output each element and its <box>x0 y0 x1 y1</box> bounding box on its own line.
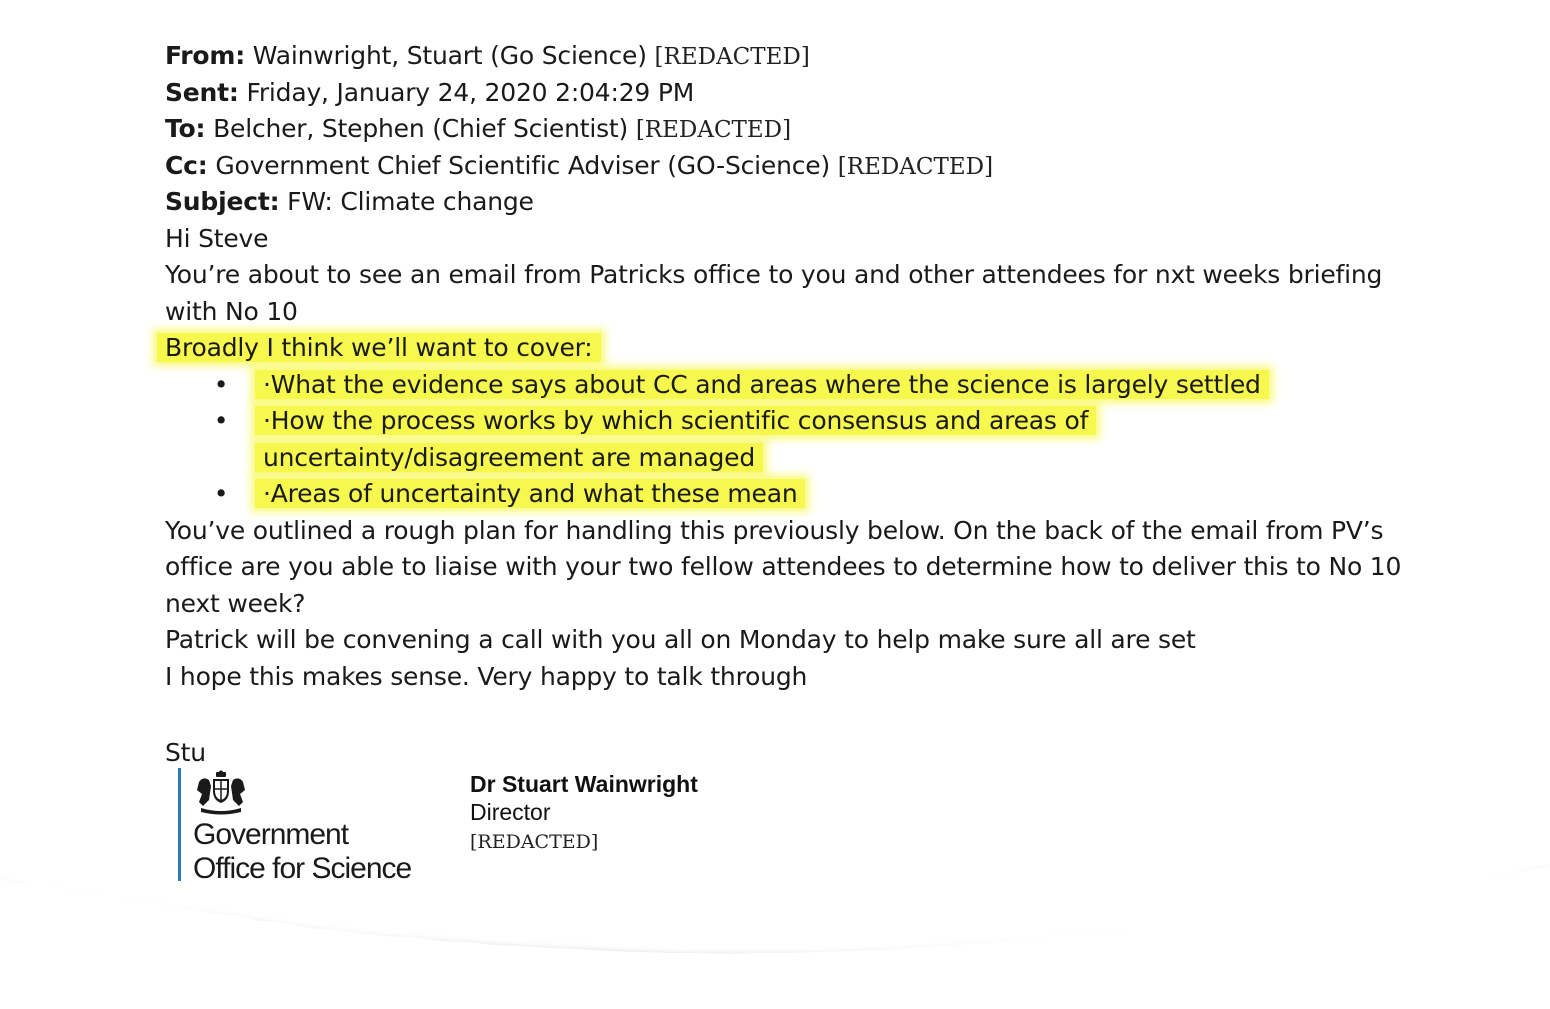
bullet-dot: • <box>213 406 229 435</box>
intro-line <box>165 330 1425 367</box>
signature-rule <box>178 768 181 881</box>
from-redacted: [REDACTED] <box>654 44 810 70</box>
from-label: From: <box>165 41 246 70</box>
greeting: Hi Steve <box>165 223 269 253</box>
cc-label: Cc: <box>165 150 208 180</box>
subject-value: FW: Climate change <box>287 187 534 216</box>
bullet-text: ·How the process works by which scientific consensus and areas of <box>255 406 1096 435</box>
to-redacted: [REDACTED] <box>635 117 792 143</box>
paragraph-1-line-1: You’re about to see an email from Patricks office to you and other attendees for nxt weeks briefing <box>165 260 1383 289</box>
cc-line <box>165 148 1425 185</box>
bullet-text: ·What the evidence says about CC and areas where the science is largely settled <box>255 370 1269 399</box>
cc-value: Government Chief Scientific Adviser (GO-Science) <box>215 150 831 180</box>
logo-line-2: Office for Science <box>193 852 412 885</box>
paragraph-2-line-1: You’ve outlined a rough plan for handling this previously below. On the back of the email from PV’s <box>165 515 1384 545</box>
to-label: To: <box>165 114 206 143</box>
sent-label: Sent: <box>165 77 239 107</box>
subject-label: Subject: <box>165 187 280 216</box>
paragraph-2-line-2: office are you able to liaise with your two fellow attendees to determine how to deliver this to No 10 <box>165 552 1402 581</box>
bullet-dot: • <box>213 479 229 508</box>
from-value: Wainwright, Stuart (Go Science) <box>252 41 647 70</box>
sign-off: Stu <box>165 738 206 767</box>
paragraph-2-line-3: next week? <box>165 588 306 618</box>
gov-office-for-science-logo <box>193 818 411 886</box>
paragraph-4: I hope this makes sense. Very happy to talk through <box>165 661 808 691</box>
signature-title: Director <box>470 799 551 825</box>
bullet-item <box>165 403 1425 440</box>
bullet-dot: • <box>213 369 229 399</box>
signature-details <box>470 770 698 858</box>
highlighted-intro: Broadly I think we’ll want to cover: <box>157 333 601 362</box>
signature-name: Dr Stuart Wainwright <box>470 771 698 797</box>
from-line <box>165 38 1425 75</box>
bullet-item-continuation <box>165 440 1425 477</box>
signature-redacted: [REDACTED] <box>470 831 599 853</box>
bullet-item <box>165 476 1425 513</box>
royal-coat-of-arms-icon <box>193 770 249 816</box>
to-value: Belcher, Stephen (Chief Scientist) <box>213 114 629 143</box>
bullet-item <box>165 367 1425 404</box>
paragraph-1-line-2: with No 10 <box>165 296 298 326</box>
logo-line-1: Government <box>193 818 349 851</box>
cc-redacted: [REDACTED] <box>837 153 994 180</box>
subject-line <box>165 184 1425 221</box>
bullet-text: uncertainty/disagreement are managed <box>255 443 763 472</box>
bullet-text: ·Areas of uncertainty and what these mean <box>255 479 805 508</box>
email-body <box>165 38 1425 772</box>
email-signature <box>178 768 778 888</box>
paragraph-3: Patrick will be convening a call with you all on Monday to help make sure all are set <box>165 625 1196 654</box>
sent-line <box>165 75 1425 112</box>
to-line <box>165 111 1425 148</box>
sent-value: Friday, January 24, 2020 2:04:29 PM <box>246 77 695 107</box>
